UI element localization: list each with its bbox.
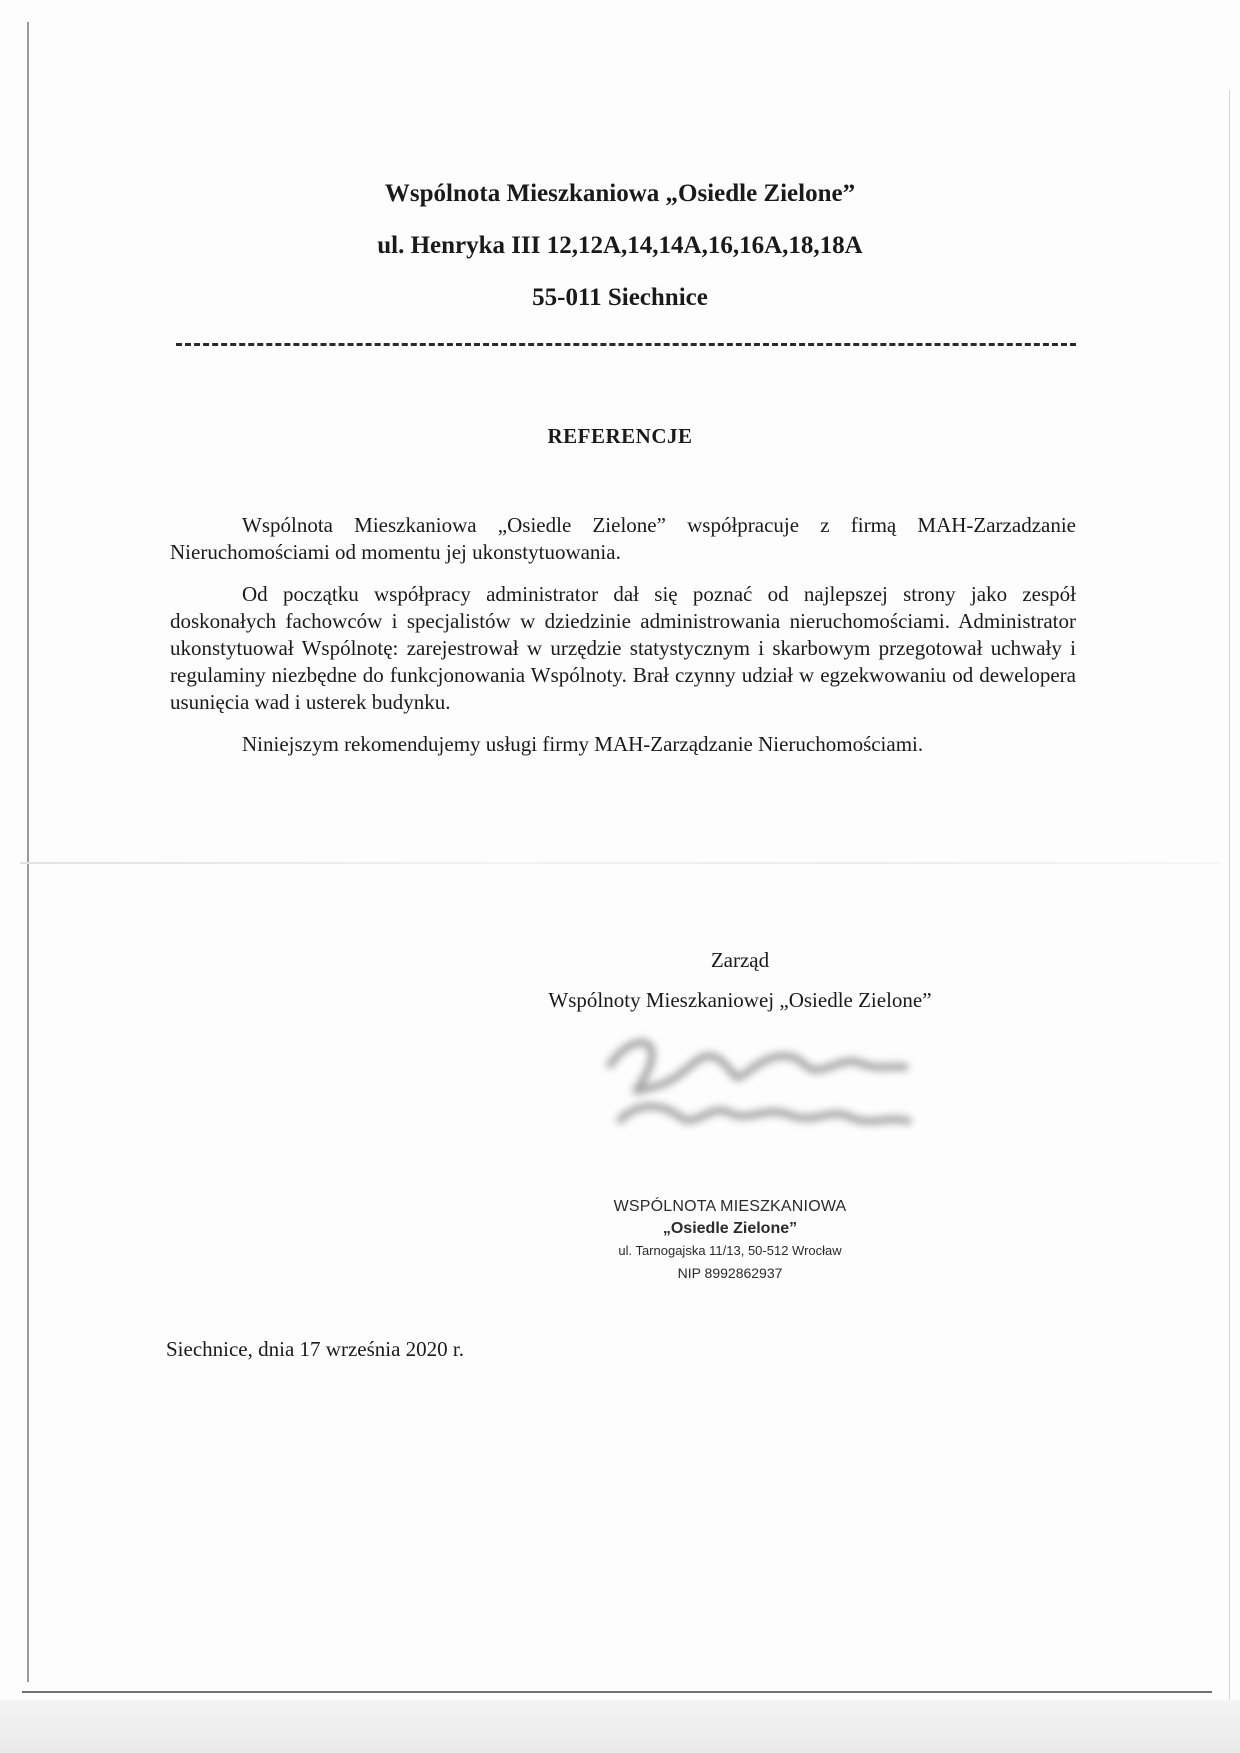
stamp-estate: „Osiedle Zielone”	[662, 1220, 798, 1237]
scan-fold-line	[20, 862, 1220, 864]
scan-bottom-shadow	[0, 1700, 1240, 1753]
stamp-address: ul. Tarnogajska 11/13, 50-512 Wrocław	[618, 1243, 842, 1258]
scan-right-edge	[1229, 90, 1230, 1710]
letterhead-organization: Wspólnota Mieszkaniowa „Osiedle Zielone”	[384, 180, 856, 207]
body-paragraph: Od początku współpracy administrator dał się poznać od najlepszej strony jako zespół doskonałych fachowców i specjalistów w dziedzinie administrowania nieruchomościami. Administrator ukonstytuował Wspólnotę: zarejestrował w urzędzie statystycznym i skarbowym przegotował uchwały i regulaminy niezbędne do funkcjonowania Wspólnoty. Brał czynny udział w egzekwowaniu od dewelopera usunięcia wad i usterek budynku.	[170, 582, 1076, 714]
letterhead-city: 55-011 Siechnice	[532, 284, 708, 311]
signatory-title: Zarząd	[710, 948, 770, 972]
dashed-separator	[176, 343, 1076, 346]
body-paragraph: Niniejszym rekomendujemy usługi firmy MAH-Zarządzanie Nieruchomościami.	[242, 732, 924, 756]
letter-body	[170, 512, 1076, 773]
letterhead	[170, 168, 1070, 324]
signatory-organization: Wspólnoty Mieszkaniowej „Osiedle Zielone”	[548, 988, 932, 1012]
document-title: REFERENCJE	[547, 424, 693, 448]
blurred-signature	[590, 1025, 920, 1145]
scan-left-edge	[27, 22, 29, 1682]
stamp-nip: NIP 8992862937	[677, 1265, 783, 1281]
scan-bottom-edge	[22, 1691, 1212, 1693]
letterhead-street: ul. Henryka III 12,12A,14,14A,16,16A,18,18A	[377, 232, 863, 259]
organization-stamp	[580, 1196, 880, 1284]
stamp-name: WSPÓLNOTA MIESZKANIOWA	[613, 1198, 847, 1215]
signature-block	[480, 940, 1000, 1020]
body-paragraph: Wspólnota Mieszkaniowa „Osiedle Zielone” współpracuje z firmą MAH-Zarzadzanie Nieruchomościami od momentu jej ukonstytuowania.	[170, 513, 1076, 564]
place-and-date: Siechnice, dnia 17 września 2020 r.	[166, 1337, 464, 1361]
